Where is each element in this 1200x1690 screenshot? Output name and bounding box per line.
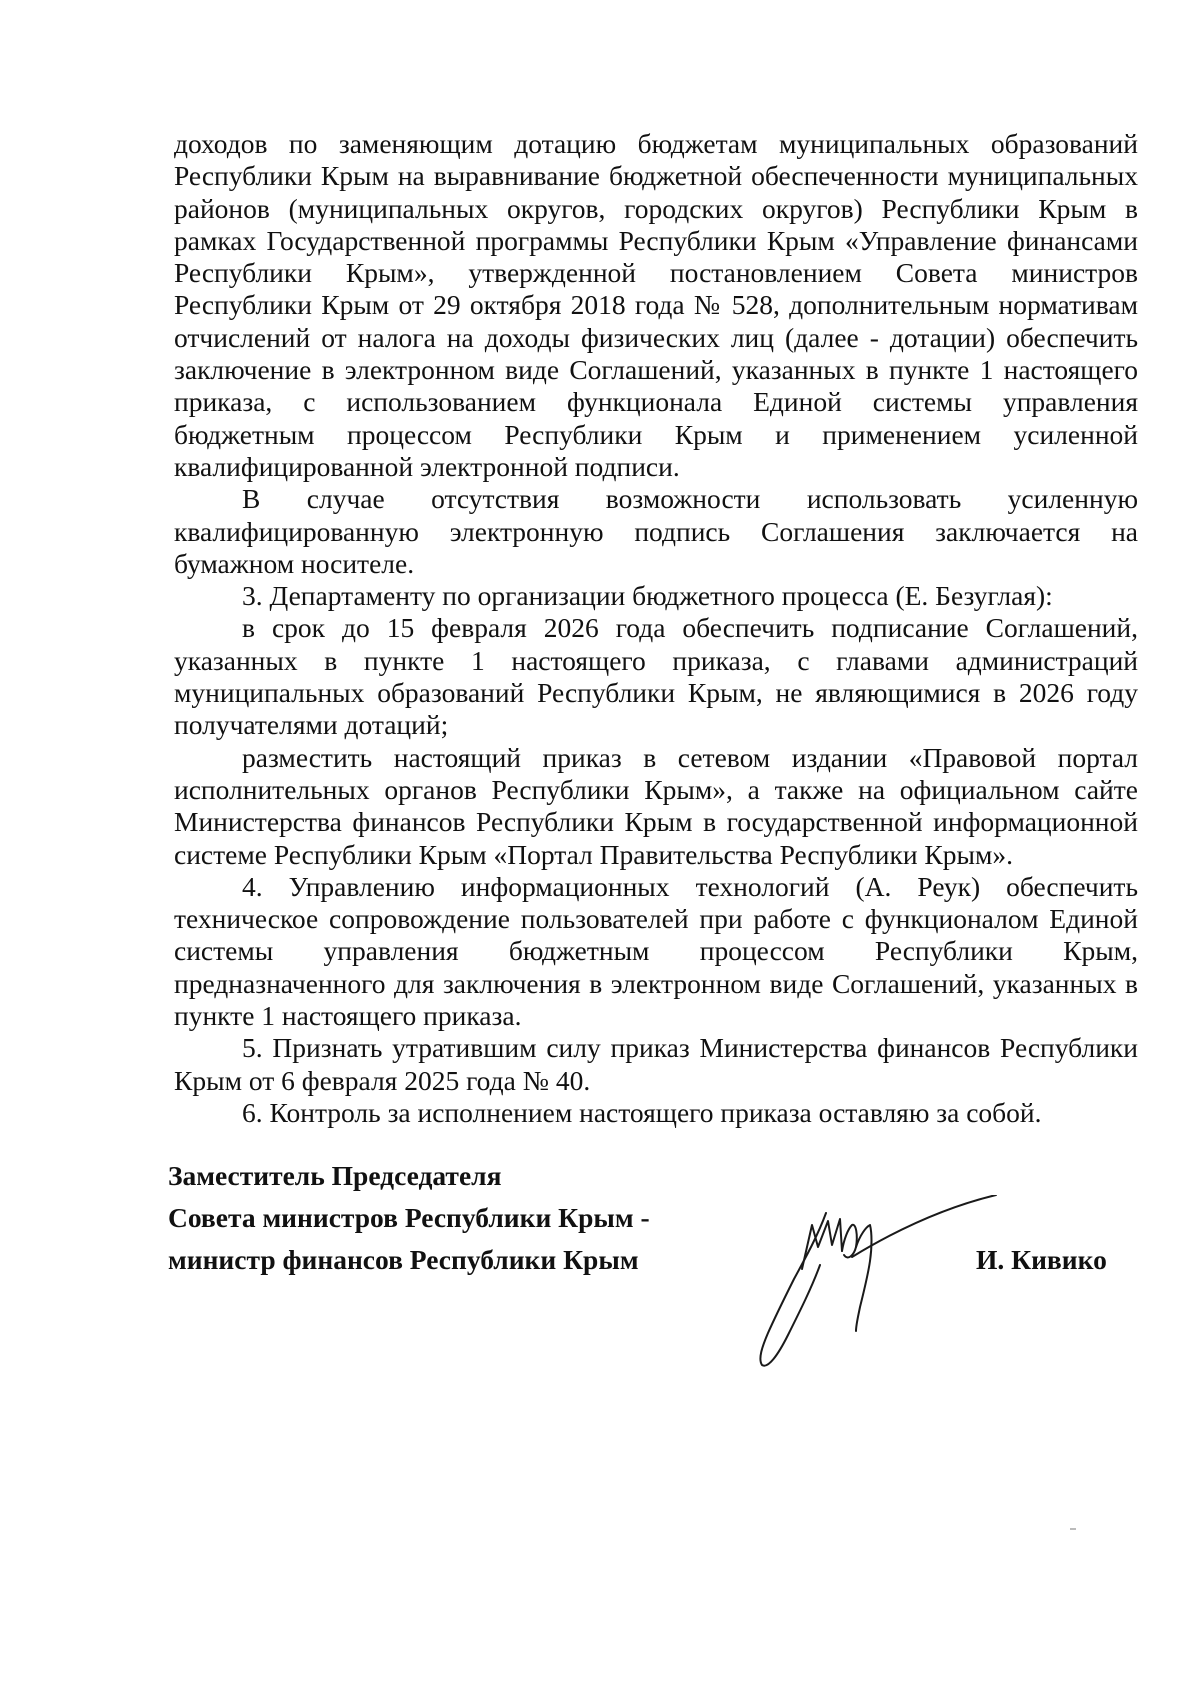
signatory-title-line: Заместитель Председателя [168,1160,502,1191]
document-body [174,128,1138,1129]
signatory-name: И. Кивико [976,1244,1107,1275]
signature-block [168,1155,1148,1375]
paragraph-item-3-publish: разместить настоящий приказ в сетевом издании «Правовой портал исполнительных органов Республики Крым», а также на официальном сайте Министерства финансов Республики Крым в государственной информационной системе Республики Крым «Портал Правительства Республики Крым». [174,741,1138,870]
paragraph-item-4: 4. Управлению информационных технологий (А. Реук) обеспечить техническое сопровождение пользователей при работе с функционалом Единой системы управления бюджетным процессом Республики Крым, предназначенного для заключения в электронном виде Соглашений, указанных в пункте 1 настоящего приказа. [174,870,1138,1032]
signatory-position [168,1155,650,1281]
signatory-title-line: Совета министров Республики Крым - [168,1202,650,1233]
paragraph-item-6: 6. Контроль за исполнением настоящего приказа оставляю за собой. [242,1096,1042,1128]
paragraph-item-3: 3. Департаменту по организации бюджетного процесса (Е. Безуглая): [242,580,1053,612]
signatory-title-line: министр финансов Республики Крым [168,1244,639,1275]
scan-speck [1070,1528,1076,1530]
paragraph-paper-fallback: В случае отсутствия возможности использовать усиленную квалифицированную электронную подпись Соглашения заключается на бумажном носителе. [174,483,1138,579]
paragraph-item-5: 5. Признать утратившим силу приказ Министерства финансов Республики Крым от 6 февраля 2025 года № 40. [174,1032,1138,1096]
handwritten-signature [748,1195,1008,1375]
paragraph-item-3-deadline: в срок до 15 февраля 2026 года обеспечить подписание Соглашений, указанных в пункте 1 настоящего приказа, с главами администраций муниципальных образований Республики Крым, не являющимися в 2026 году получателями дотаций; [174,612,1138,741]
paragraph-subsidy-agreements: доходов по заменяющим дотацию бюджетам муниципальных образований Республики Крым на выравнивание бюджетной обеспеченности муниципальных районов (муниципальных округов, городских округов) Республики Крым в рамках Государственной программы Республики Крым «Управление финансами Республики Крым», утвержденной постановлением Совета министров Республики Крым от 29 октября 2018 года № 528, дополнительным нормативам отчислений от налога на доходы физических лиц (далее - дотации) обеспечить заключение в электронном виде Соглашений, указанных в пункте 1 настоящего приказа, с использованием функционала Единой системы управления бюджетным процессом Республики Крым и применением усиленной квалифицированной электронной подписи. [174,128,1138,482]
